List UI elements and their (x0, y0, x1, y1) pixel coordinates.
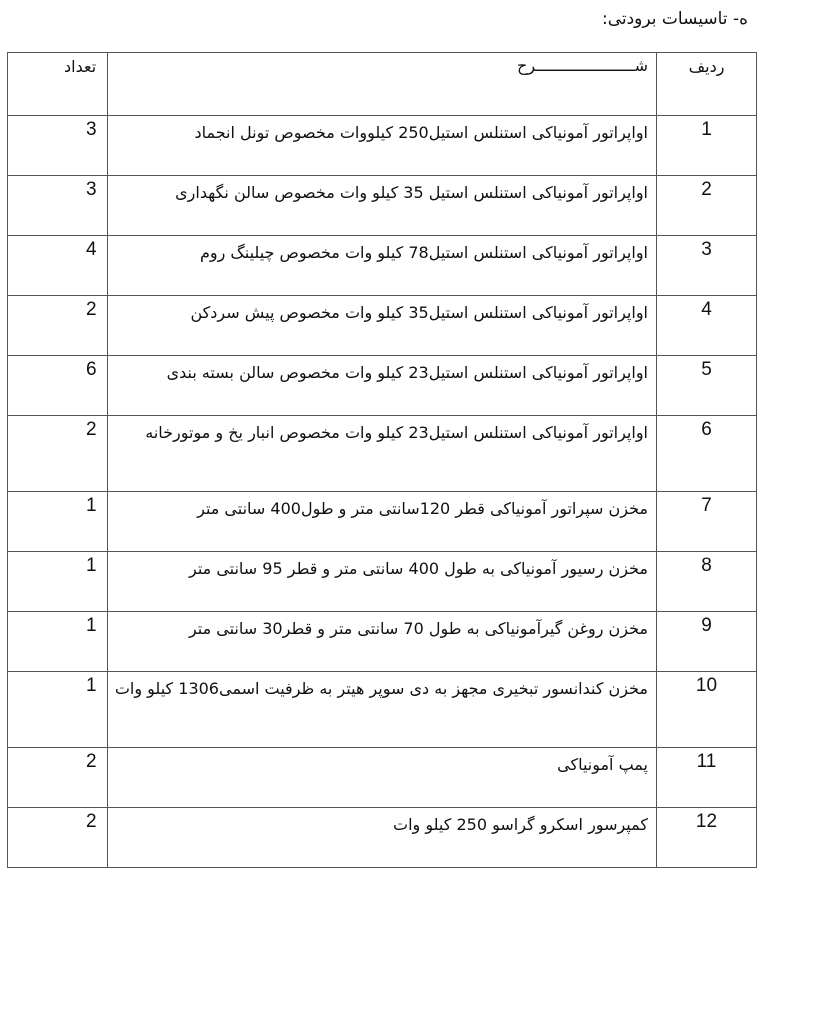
row-quantity: 1 (8, 492, 108, 552)
row-number: 6 (657, 416, 757, 492)
row-quantity: 2 (8, 748, 108, 808)
row-quantity: 1 (8, 552, 108, 612)
row-number: 1 (657, 116, 757, 176)
row-description: اواپراتور آمونیاکی استنلس استیل23 کیلو وات مخصوص انبار یخ و موتورخانه (108, 416, 657, 492)
equipment-table (7, 52, 757, 868)
row-description: اواپراتور آمونیاکی استنلس استیل250 کیلووات مخصوص تونل انجماد (108, 116, 657, 176)
row-number: 11 (657, 748, 757, 808)
row-description: پمپ آمونیاکی (108, 748, 657, 808)
table-row (8, 748, 757, 808)
table-row (8, 176, 757, 236)
row-quantity: 2 (8, 296, 108, 356)
row-description: مخزن کندانسور تبخیری مجهز به دی سوپر هیتر به ظرفیت اسمی1306 کیلو وات (108, 672, 657, 748)
row-description: اواپراتور آمونیاکی استنلس استیل23 کیلو وات مخصوص سالن بسته بندی (108, 356, 657, 416)
row-description: کمپرسور اسکرو گراسو 250 کیلو وات (108, 808, 657, 868)
table-row (8, 236, 757, 296)
row-number: 10 (657, 672, 757, 748)
table-row (8, 116, 757, 176)
table-row (8, 552, 757, 612)
table-row (8, 672, 757, 748)
row-number: 2 (657, 176, 757, 236)
row-number: 8 (657, 552, 757, 612)
table-row (8, 416, 757, 492)
row-quantity: 2 (8, 808, 108, 868)
row-description: اواپراتور آمونیاکی استنلس استیل78 کیلو وات مخصوص چیلینگ روم (108, 236, 657, 296)
section-heading: ه- تاسیسات برودتی: (601, 9, 748, 29)
row-number: 5 (657, 356, 757, 416)
row-quantity: 6 (8, 356, 108, 416)
table-header-row (8, 53, 757, 116)
row-description: مخزن سپراتور آمونیاکی قطر 120سانتی متر و طول400 سانتی متر (108, 492, 657, 552)
table-row (8, 356, 757, 416)
row-quantity: 3 (8, 116, 108, 176)
row-number: 4 (657, 296, 757, 356)
table-row (8, 612, 757, 672)
header-description: شـــــــــــــــــــــرح (108, 53, 657, 116)
row-number: 9 (657, 612, 757, 672)
header-quantity: تعداد (8, 53, 108, 116)
header-row-number: ردیف (657, 53, 757, 116)
row-description: اواپراتور آمونیاکی استنلس استیل35 کیلو وات مخصوص پیش سردکن (108, 296, 657, 356)
row-number: 3 (657, 236, 757, 296)
table-row (8, 808, 757, 868)
row-quantity: 2 (8, 416, 108, 492)
table-row (8, 296, 757, 356)
row-quantity: 1 (8, 612, 108, 672)
row-description: اواپراتور آمونیاکی استنلس استیل 35 کیلو وات مخصوص سالن نگهداری (108, 176, 657, 236)
row-quantity: 4 (8, 236, 108, 296)
row-quantity: 3 (8, 176, 108, 236)
row-number: 7 (657, 492, 757, 552)
row-quantity: 1 (8, 672, 108, 748)
row-description: مخزن روغن گیرآمونیاکی به طول 70 سانتی متر و قطر30 سانتی متر (108, 612, 657, 672)
row-description: مخزن رسیور آمونیاکی به طول 400 سانتی متر و قطر 95 سانتی متر (108, 552, 657, 612)
row-number: 12 (657, 808, 757, 868)
table-row (8, 492, 757, 552)
